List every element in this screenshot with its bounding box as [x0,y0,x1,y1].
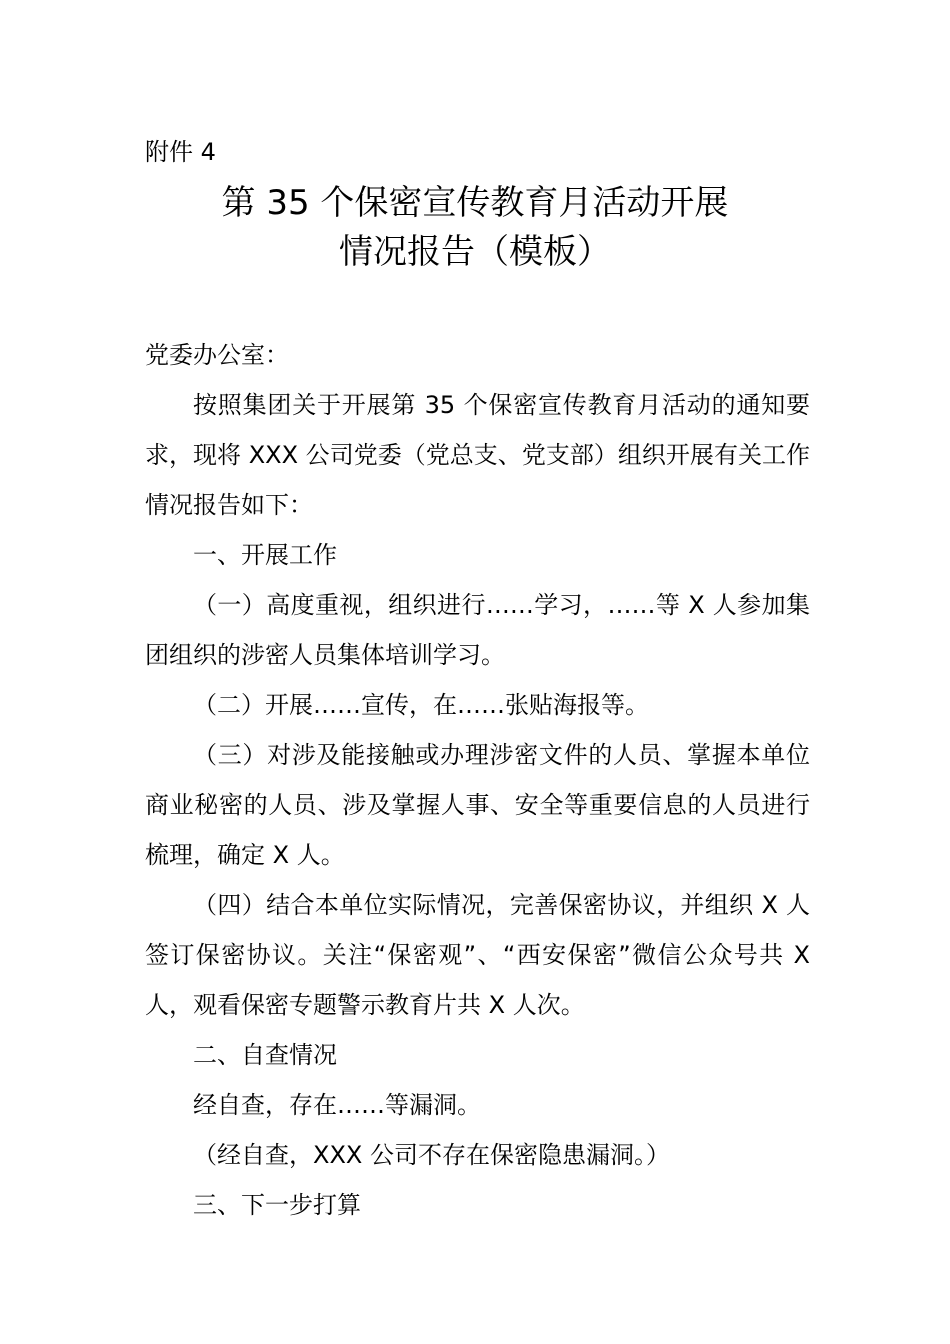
section-heading-1: 一、开展工作 [193,541,337,569]
attachment-label: 附件 4 [145,138,216,166]
self-check-paragraph: 经自查，存在……等漏洞。 [193,1091,481,1119]
document-title-line-1: 第 35 个保密宣传教育月活动开展 [221,183,729,223]
document-body [145,330,810,1230]
intro-paragraph: 按照集团关于开展第 35 个保密宣传教育月活动的通知要求，现将 XXX 公司党委（党总支、党支部）组织开展有关工作情况报告如下： [145,391,810,519]
section-heading-3: 三、下一步打算 [193,1191,361,1219]
salutation: 党委办公室： [145,341,289,369]
paragraph-item-1: （一）高度重视，组织进行……学习，……等 X 人参加集团组织的涉密人员集体培训学习。 [145,591,810,669]
paragraph-item-4: （四）结合本单位实际情况，完善保密协议，并组织 X 人签订保密协议。关注“保密观”、“西安保密”微信公众号共 X 人，观看保密专题警示教育片共 X 人次。 [145,891,810,1019]
section-heading-2: 二、自查情况 [193,1041,337,1069]
paragraph-item-2: （二）开展……宣传，在……张贴海报等。 [193,691,649,719]
paragraph-item-3: （三）对涉及能接触或办理涉密文件的人员、掌握本单位商业秘密的人员、涉及掌握人事、安全等重要信息的人员进行梳理，确定 X 人。 [145,741,810,869]
document-title-line-2: 情况报告（模板） [339,232,611,272]
self-check-alternative: （经自查，XXX 公司不存在保密隐患漏洞。） [193,1141,670,1169]
